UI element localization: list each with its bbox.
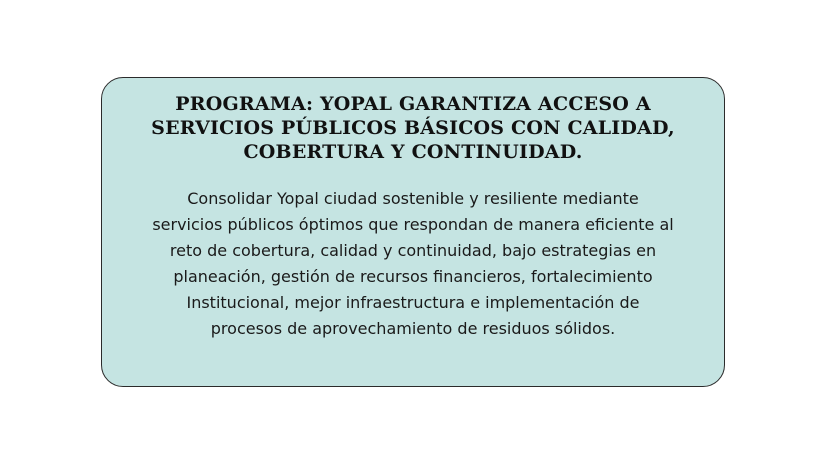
program-description-line: Institucional, mejor infraestructura e implementación de bbox=[186, 293, 640, 312]
program-card bbox=[101, 77, 725, 387]
program-description bbox=[102, 186, 724, 342]
program-description-line: reto de cobertura, calidad y continuidad, bajo estrategias en bbox=[169, 241, 657, 260]
program-description-line: procesos de aprovechamiento de residuos sólidos. bbox=[210, 319, 616, 338]
program-title-line: COBERTURA Y CONTINUIDAD. bbox=[243, 141, 583, 163]
program-title-line: PROGRAMA: YOPAL GARANTIZA ACCESO A bbox=[175, 93, 651, 115]
program-title-line: SERVICIOS PÚBLICOS BÁSICOS CON CALIDAD, bbox=[151, 117, 675, 139]
program-description-line: Consolidar Yopal ciudad sostenible y resiliente mediante bbox=[187, 189, 639, 208]
program-description-line: servicios públicos óptimos que respondan de manera eficiente al bbox=[152, 215, 674, 234]
program-title bbox=[102, 92, 724, 164]
program-description-line: planeación, gestión de recursos financieros, fortalecimiento bbox=[173, 267, 653, 286]
